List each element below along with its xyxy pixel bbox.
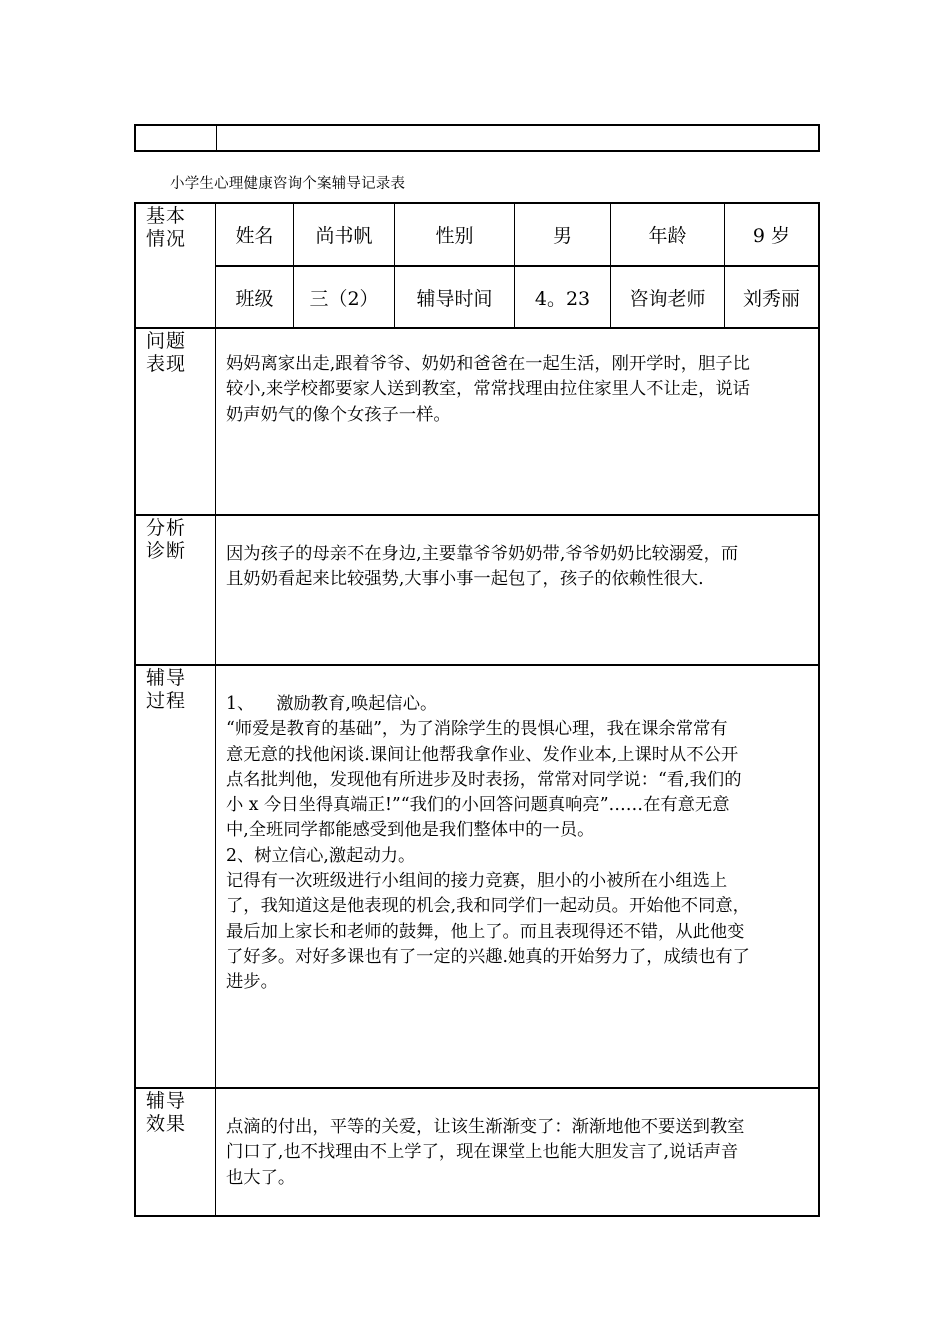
text-line: 2、树立信心,激起动力。 bbox=[226, 845, 416, 866]
label-line: 表现 bbox=[146, 353, 187, 375]
process-label bbox=[136, 666, 216, 1087]
name-label: 姓名 bbox=[235, 225, 274, 247]
text-line: 也大了。 bbox=[226, 1167, 296, 1188]
text-line: 妈妈离家出走,跟着爷爷、奶奶和爸爸在一起生活，刚开学时，胆子比 bbox=[226, 354, 750, 374]
problem-row bbox=[136, 327, 818, 514]
basic-info-row-2 bbox=[216, 265, 818, 327]
text-line: 进步。 bbox=[226, 972, 278, 993]
analysis-text bbox=[216, 516, 818, 664]
record-table bbox=[134, 202, 820, 1217]
session-time-value: 4。23 bbox=[514, 267, 610, 327]
text-line: 了，我知道这是他表现的机会,我和同学们一起动员。开始他不同意， bbox=[226, 896, 750, 917]
label-line: 诊断 bbox=[146, 540, 187, 562]
text-line: 奶声奶气的像个女孩子一样。 bbox=[226, 404, 451, 425]
counselor-label: 咨询老师 bbox=[610, 267, 724, 327]
basic-info-grid bbox=[216, 204, 818, 327]
process-text bbox=[216, 666, 818, 1087]
text-line: 且奶奶看起来比较强势,大事小事一起包了，孩子的依赖性很大. bbox=[226, 569, 704, 590]
label-line: 效果 bbox=[146, 1113, 187, 1135]
label-line: 情况 bbox=[146, 228, 187, 250]
basic-info-label bbox=[136, 204, 216, 327]
label-line: 辅导 bbox=[146, 1090, 187, 1112]
label-line: 问题 bbox=[146, 330, 187, 352]
session-time-label: 辅导时间 bbox=[394, 267, 514, 327]
form-title: 小学生心理健康咨询个案辅导记录表 bbox=[170, 176, 406, 192]
basic-info-row-1 bbox=[216, 204, 818, 265]
text-line: 意无意的找他闲谈.课间让他帮我拿作业、发作业本,上课时从不公开 bbox=[226, 744, 739, 765]
header-table-cell-left bbox=[136, 126, 217, 150]
effect-label bbox=[136, 1089, 216, 1215]
counselor-value: 刘秀丽 bbox=[724, 267, 818, 327]
effect-text bbox=[216, 1089, 818, 1215]
text-line: 小 x 今日坐得真端正!”“我们的小回答问题真响亮”……在有意无意 bbox=[226, 795, 730, 816]
text-line: 中,全班同学都能感受到他是我们整体中的一员。 bbox=[226, 820, 595, 841]
class-label: 班级 bbox=[235, 287, 274, 310]
basic-info-row bbox=[136, 204, 818, 327]
age-value: 9 岁 bbox=[724, 204, 818, 265]
process-row bbox=[136, 664, 818, 1087]
effect-row bbox=[136, 1087, 818, 1215]
analysis-label bbox=[136, 516, 216, 664]
text-line: 最后加上家长和老师的鼓舞，他上了。而且表现得还不错，从此他变 bbox=[226, 921, 745, 942]
label-line: 分析 bbox=[146, 517, 187, 539]
class-value: 三（2） bbox=[293, 267, 394, 327]
text-line: 因为孩子的母亲不在身边,主要靠爷爷奶奶带,爷爷奶奶比较溺爱，而 bbox=[226, 544, 739, 564]
header-table bbox=[134, 124, 820, 152]
text-line: 门口了,也不找理由不上学了，现在课堂上也能大胆发言了,说话声音 bbox=[226, 1142, 739, 1163]
label-line: 辅导 bbox=[146, 667, 187, 689]
problem-label bbox=[136, 329, 216, 514]
gender-value: 男 bbox=[514, 204, 610, 265]
label-line: 基本 bbox=[146, 205, 187, 227]
text-line: 记得有一次班级进行小组间的接力竞赛，胆小的小被所在小组选上 bbox=[226, 871, 728, 892]
problem-text bbox=[216, 329, 818, 514]
analysis-row bbox=[136, 514, 818, 664]
text-line: 较小,来学校都要家人送到教室，常常找理由拉住家里人不让走，说话 bbox=[226, 379, 750, 400]
label-line: 过程 bbox=[146, 690, 187, 712]
text-line: 1、 激励教育,唤起信心。 bbox=[226, 694, 438, 714]
text-line: “师爱是教育的基础”，为了消除学生的畏惧心理，我在课余常常有 bbox=[226, 719, 728, 740]
header-table-cell-right bbox=[217, 126, 818, 150]
gender-label: 性别 bbox=[394, 204, 514, 265]
text-line: 了好多。对好多课也有了一定的兴趣.她真的开始努力了，成绩也有了 bbox=[226, 946, 750, 967]
text-line: 点滴的付出，平等的关爱，让该生渐渐变了：渐渐地他不要送到教室 bbox=[226, 1117, 745, 1137]
text-line: 点名批判他，发现他有所进步及时表扬，常常对同学说：“看,我们的 bbox=[226, 769, 742, 790]
age-label: 年龄 bbox=[610, 204, 724, 265]
name-value: 尚书帆 bbox=[293, 204, 394, 265]
